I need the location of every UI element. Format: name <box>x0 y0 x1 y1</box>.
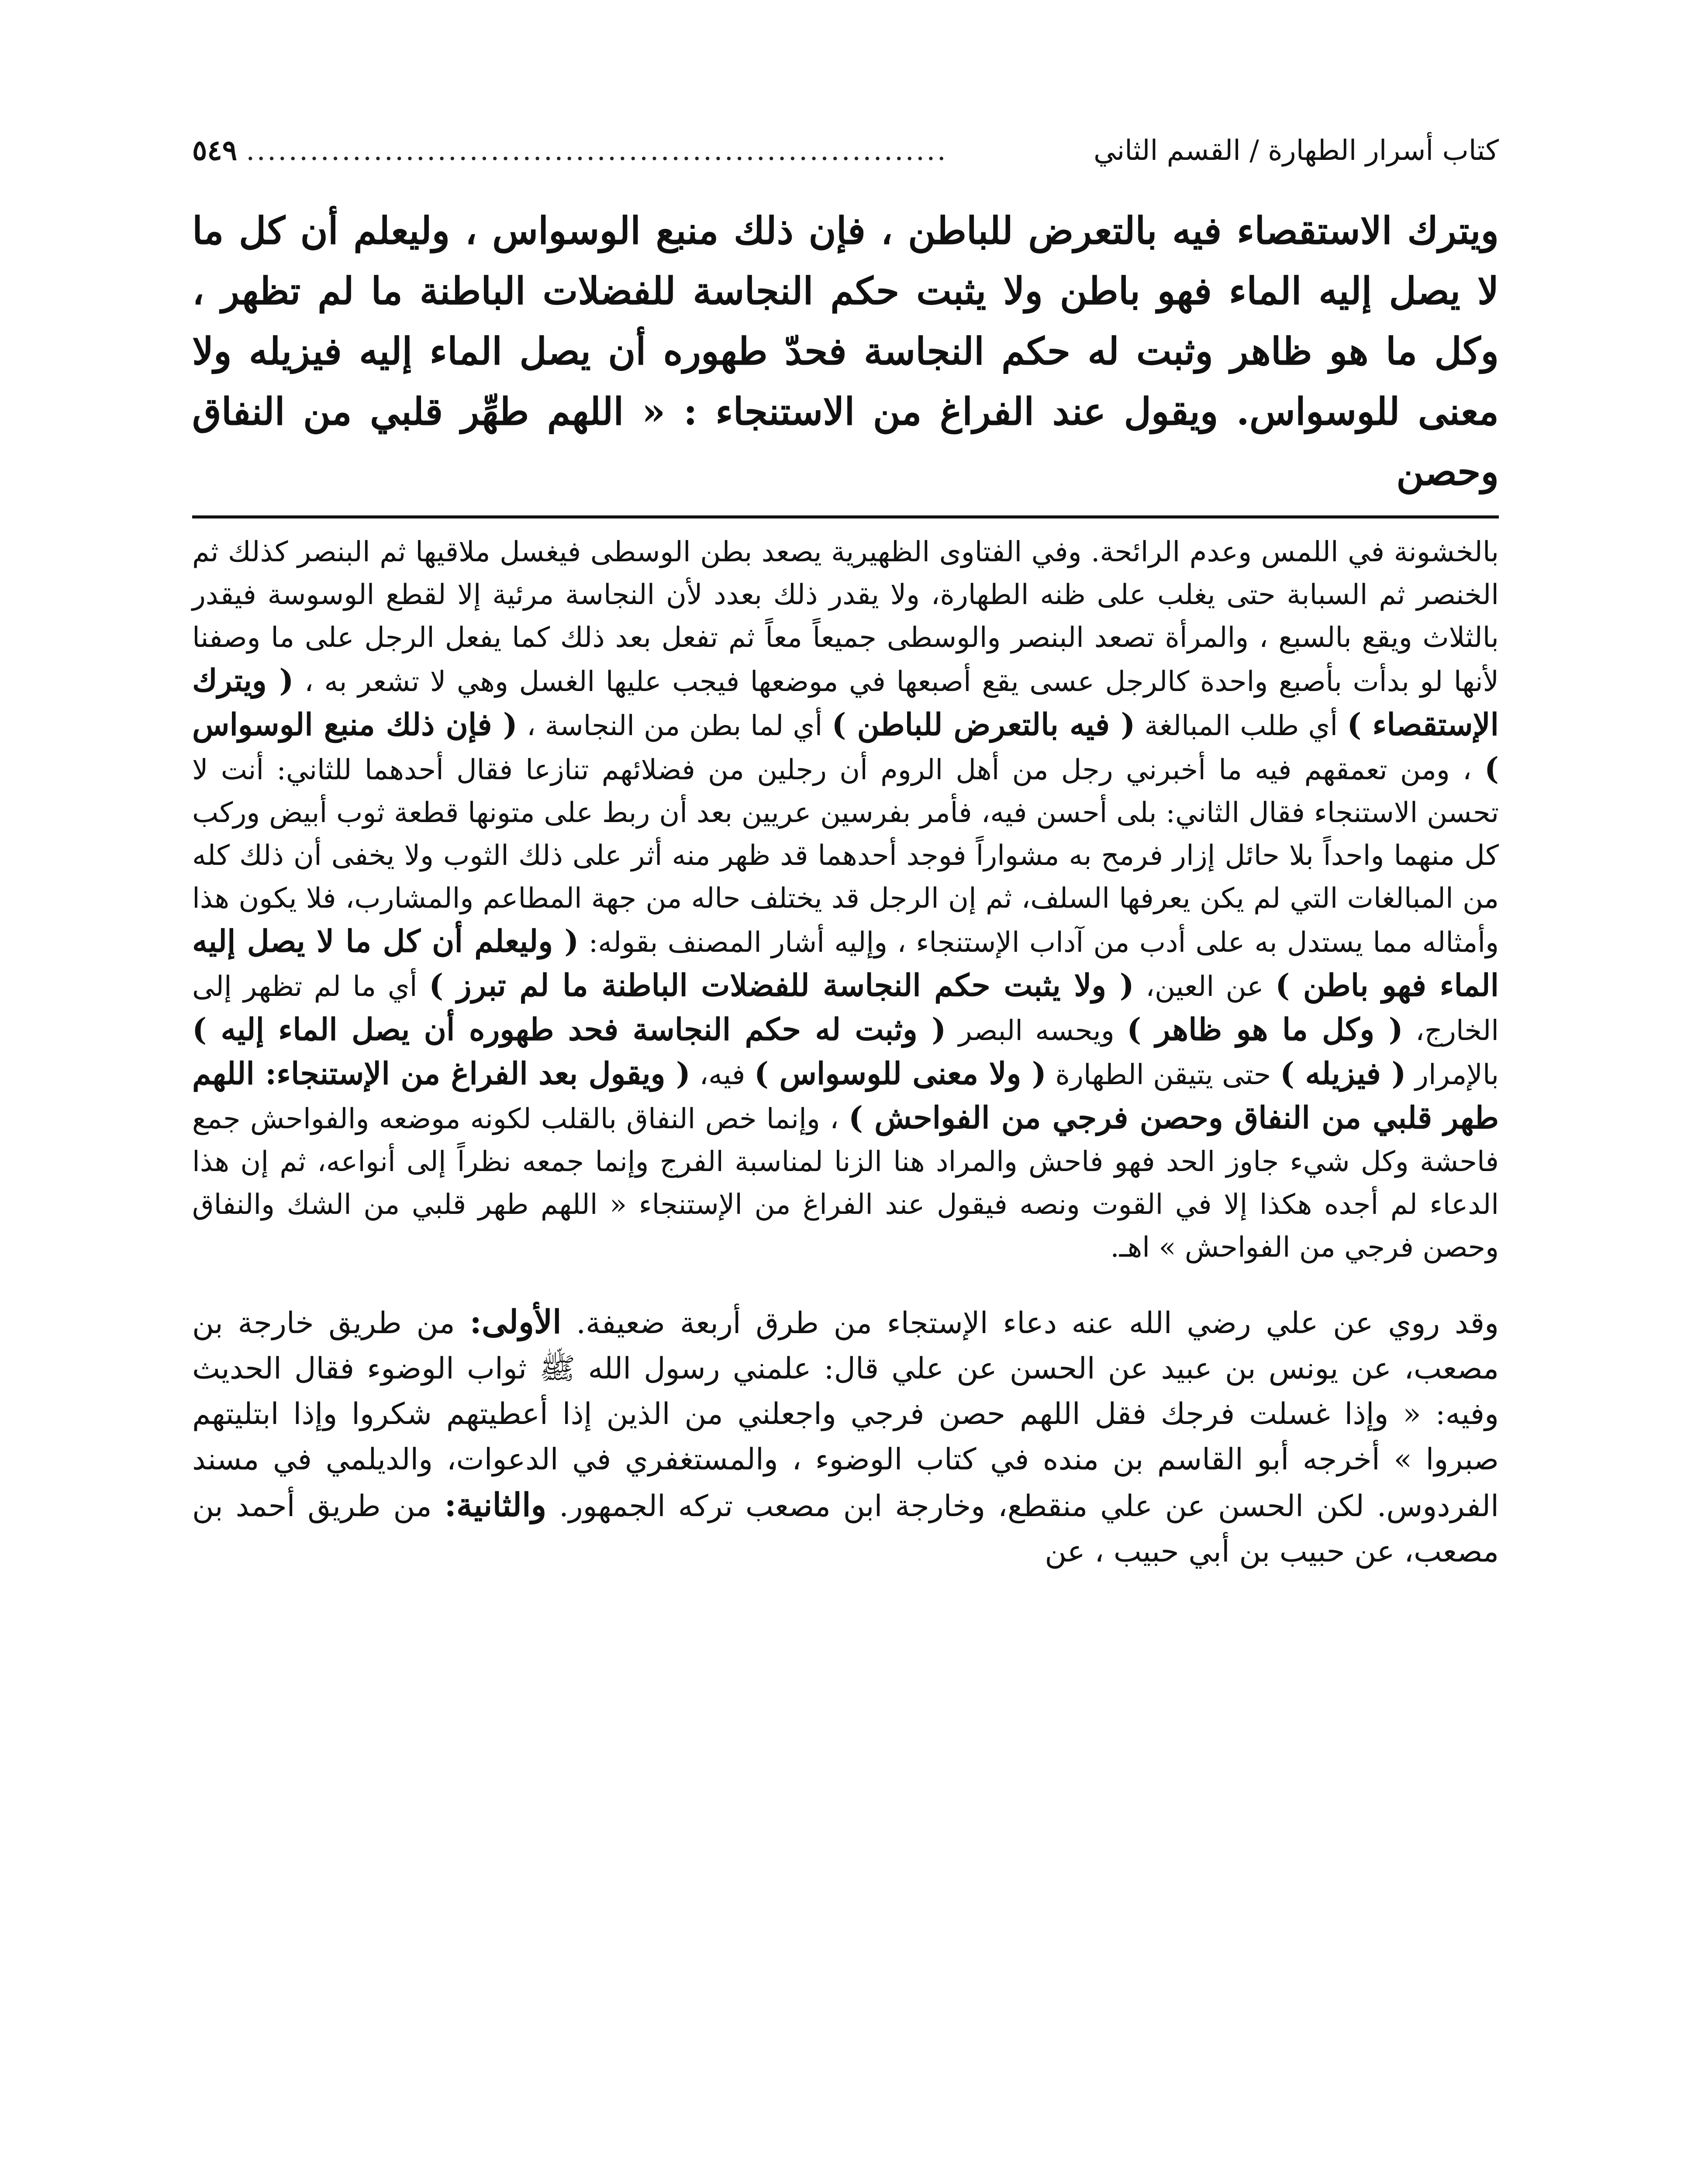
header-title: كتاب أسرار الطهارة / القسم الثاني <box>1093 135 1499 167</box>
footnote-quoted-text: ( فيزيله ) <box>1280 1055 1406 1092</box>
continuation-text: من طريق خارجة بن مصعب، عن يونس بن عبيد عن الحسن عن علي قال: علمني رسول الله ﷺ ثواب الوضوء فقال الحديث وفيه: « وإذا غسلت فرجك فقل اللهم حصن فرجي واجعلني من الذين إذا أعطيتهم شكروا وإذا ابتليتهم صبروا » أخرجه أبو القاسم بن منده في كتاب الوضوء ، والمستغفري في الدعوات، والديلمي في مسند الفردوس. لكن الحسن عن علي منقطع، وخارجة ابن مصعب تركه الجمهور. <box>192 1306 1499 1524</box>
footnote-quoted-text: ( وكل ما هو ظاهر ) <box>1127 1011 1403 1047</box>
footnote-quoted-text: ( ويقول بعد الفراغ من الإستنجاء: اللهم طهر قلبي من النفاق وحصن فرجي من الفواحش ) <box>192 1055 1499 1136</box>
footnote-text: فيه، <box>699 1059 745 1091</box>
footnote-quoted-text: ( ويترك الإستقصاء ) <box>192 662 1499 743</box>
footnote-quoted-text: ( وليعلم أن كل ما لا يصل إليه الماء فهو باطن ) <box>192 923 1499 1003</box>
footnote-text: ، وإنما خص النفاق بالقلب لكونه موضعه والفواحش جمع فاحشة وكل شيء جاوز الحد فهو فاحش والمراد هنا الزنا لمناسبة الفرج وإنما جمعه نظراً إلى أنواعه، ثم إن هذا الدعاء لم أجده هكذا إلا في القوت ونصه فيقول عند الفراغ من الإستنجاء « اللهم طهر قلبي من الشك والنفاق وحصن فرجي من الفواحش » اهـ. <box>192 1103 1499 1264</box>
footnote-text: ويحسه البصر <box>958 1015 1115 1047</box>
commentary-footnote <box>192 531 1499 1269</box>
footnote-quoted-text: ( فإن ذلك منبع الوسواس ) <box>192 706 1499 787</box>
continuation-text: وقد روي عن علي رضي الله عنه دعاء الإستجاء من طرق أربعة ضعيفة. <box>576 1306 1499 1341</box>
page-number: ٥٤٩ <box>192 134 238 167</box>
footnote-quoted-text: ( فيه بالتعرض للباطن ) <box>832 706 1135 743</box>
footnote-text: أي ما لم تظهر إلى الخارج، <box>192 971 1499 1047</box>
main-text: ويترك الاستقصاء فيه بالتعرض للباطن ، فإن ذلك منبع الوسواس ، وليعلم أن كل ما لا يصل إليه الماء فهو باطن ولا يثبت حكم النجاسة للفضلات الباطنة ما لم تظهر ، وكل ما هو ظاهر وثبت له حكم النجاسة فحدّ طهوره أن يصل الماء إليه فيزيله ولا معنى للوسواس. ويقول عند الفراغ من الاستنجاء : « اللهم طهِّر قلبي من النفاق وحصن <box>192 209 1499 494</box>
footnote-text: أي طلب المبالغة <box>1144 710 1338 742</box>
footnote-text: بالخشونة في اللمس وعدم الرائحة. وفي الفتاوى الظهيرية يصعد بطن الوسطى فيغسل ملاقيها ثم البنصر كذلك ثم الخنصر ثم السبابة حتى يغلب على ظنه الطهارة، ولا يقدر ذلك بعدد لأن النجاسة مرئية إلا لقطع الوسوسة فيقدر بالثلاث ويقع بالسبع ، والمرأة تصعد البنصر والوسطى جميعاً معاً ثم تفعل بعد ذلك كما يفعل الرجل على ما وصفنا لأنها لو بدأت بأصبع واحدة كالرجل عسى يقع أصبعها في موضعها فيجب عليها الغسل وهي لا تشعر به ، <box>192 536 1499 698</box>
running-header <box>192 131 1499 175</box>
footnote-text: بالإمرار <box>1415 1059 1499 1091</box>
footnote-quoted-text: ( وثبت له حكم النجاسة فحد طهوره أن يصل الماء إليه ) <box>192 1011 946 1047</box>
footnote-divider <box>192 515 1499 518</box>
continuation-text: من طريق أحمد بن مصعب، عن حبيب بن أبي حبيب ، عن <box>192 1489 1499 1569</box>
header-leader-dots: .................................................................. <box>246 135 948 167</box>
continuation-heading: الأولى: <box>469 1303 562 1341</box>
footnote-text: أي لما بطن من النجاسة ، <box>526 710 823 742</box>
footnote-text: ، ومن تعمقهم فيه ما أخبرني رجل من أهل الروم أن رجلين من فضلائهم تنازعا فقال أحدهما للثاني: أنت لا تحسن الاستنجاء فقال الثاني: بلى أحسن فيه، فأمر بفرسين عريين بعد أن ربط على متونها قطعة ثوب أبيض وركب كل منهما واحداً بلا حائل إزار فرمح به مشواراً فوجد أحدهما قد ظهر منه أثر على ذلك الثوب ولا يخفى أن ذلك كله من المبالغات التي لم يكن يعرفها السلف، ثم إن الرجل قد يختلف حاله من جهة المطاعم والمشارب، فلا يكون هذا وأمثاله مما يستدل به على أدب من آداب الإستنجاء ، وإليه أشار المصنف بقوله: <box>192 754 1499 959</box>
footnote-quoted-text: ( ولا معنى للوسواس ) <box>754 1055 1046 1092</box>
footnote-quoted-text: ( ولا يثبت حكم النجاسة للفضلات الباطنة ما لم تبرز ) <box>429 967 1134 1003</box>
footnote-text: حتى يتيقن الطهارة <box>1055 1059 1271 1091</box>
continuation-paragraph <box>192 1299 1499 1575</box>
footnote-text: عن العين، <box>1146 971 1264 1003</box>
continuation-heading: والثانية: <box>444 1486 547 1524</box>
